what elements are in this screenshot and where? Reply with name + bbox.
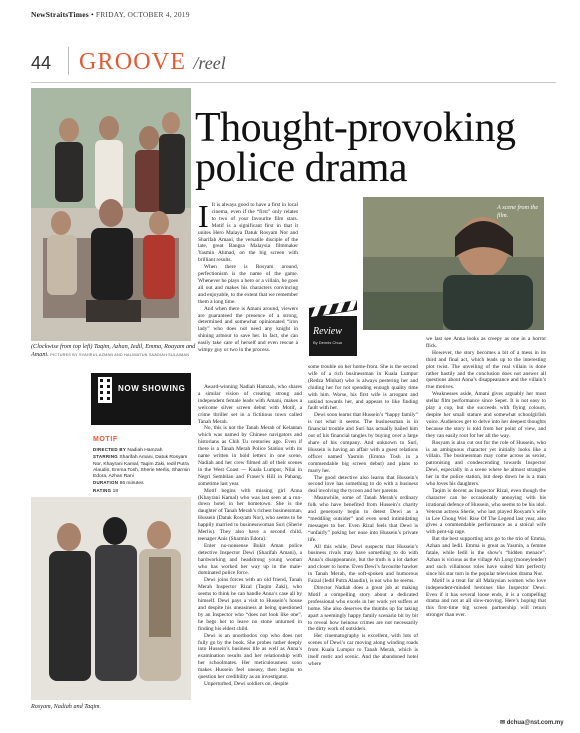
page-number: 44 bbox=[31, 53, 52, 73]
drop-cap: I bbox=[198, 198, 209, 234]
headline bbox=[195, 105, 535, 191]
cast-top-caption-text: (Clockwise from top left) Taqim, Azhan, Iedil, Emma, Roayam and Amani. bbox=[31, 343, 196, 358]
paragraph: some trouble on her home-front. She is the second wife of a rich businessman in Kuala Lumpur (Redza Minhat) who is always pestering her and chiding her for not spending enough quality time with him. Worse, his first wife is arrogant and unkind towards her, and appears to like finding fault with her. bbox=[308, 364, 418, 412]
paragraph: we last see Anna looks as creepy as one in a horror flick. bbox=[426, 336, 546, 349]
paragraph: When there is Rosyam around, perfectionism is the name of the game. Whenever he plays a hero or a villain, he goes all out and makes his characters convincing and enjoyable, to the extent that we remember them a long time. bbox=[198, 264, 298, 305]
film-credits bbox=[93, 447, 191, 495]
paragraph: Dewi joins forces with an old friend, Tanah Merah Inspector Rizal (Taqim Zaki), who seems to think he can handle Anna’s case all by himself. Dewi pays a visit to Hussein’s house and despite his uneasiness at being questioned by an Inspector who “does not look like one”, he begs her to leave no stone unturned in finding his eldest child. bbox=[198, 577, 302, 632]
credit-rating: RATING 18 bbox=[93, 487, 119, 494]
credit-duration: DURATION 86 minutes bbox=[93, 480, 144, 487]
paragraph: Enter no-nonsense Bukit Aman police detective Inspector Dewi (Sharifah Amani), a hardworking and headstrong young woman who has worked her way up in the male-dominated police force. bbox=[198, 542, 302, 577]
paragraph: And when there is Amani around, viewers are guaranteed the presence of a strong, determined and somewhat opinionated “iron lady” who does not need any knight in shining armour to save her. In fact, she can easily take care of herself and even rescue a wimpy guy or two in the process. bbox=[198, 305, 298, 354]
credit-starring: STARRING Sharifah Amani, Datuk Rosyam Nor, Khayrani Kamal, Taqim Zaki, Iedil Putra Alaudin, Emma Tosh, Sherie Merlis, Sharmin Edora, Azhan Rani bbox=[93, 454, 190, 480]
author-email[interactable] bbox=[500, 719, 564, 726]
paragraph: Meanwhile, some of Tanah Merah’s ordinary folk who have benefited from Hussein’s charity and generosity begin to detest Dewi as a “meddling outsider” and even send intimidating messages to her. Even Rizal feels that Dewi is “unfairly” poking her nose into Hussein’s private life. bbox=[308, 495, 418, 543]
review-byline: By Dennis Chua bbox=[313, 340, 342, 345]
section-subname: /reel bbox=[193, 53, 226, 73]
headline-line-1: Thought-provoking bbox=[195, 105, 516, 151]
article-column-2 bbox=[308, 364, 418, 668]
cast-photo-bottom-image bbox=[31, 497, 191, 700]
cast-photo-bottom bbox=[31, 497, 191, 700]
paragraph: Weaknesses aside, Amani gives arguably her most stellar film performance since Sepet. It is not easy to play a cop, but she succeeds with flying colours, despite her small stature and somewhat schoolgirlish voice. Audiences get to delve into her deepest thoughts because the story is told from her point of view, and they can easily root for her all the way. bbox=[426, 391, 546, 439]
cast-photo-top-image bbox=[31, 88, 191, 341]
section-divider bbox=[68, 47, 69, 75]
paragraph: Director Nadiah does a great job at making Motif a compelling story about a dedicated professional who excels in her work yet suffers at home. She also deserves the thumbs up for taking apart a seemingly happy family scenario bit by bit to reveal how heinous crimes are not necessarily the dirty work of outsiders. bbox=[308, 585, 418, 633]
newspaper-name: NewStraitsTimes bbox=[31, 10, 89, 19]
paragraph: Dewi soon learns that Hussein’s “happy family” is not what it seems. The businessman is in financial trouble and Suri has actually bailed him out of his financial tangles by buying over a large share of his company. And unknown to Suri, Hussein is having an affair with a guest relations officer named Yasmin (Emma Tosh in a commendable big screen debut) and plans to marry her. bbox=[308, 412, 418, 474]
paragraph: I It is always good to have a first in local cinema, even if the “first” only relates to two of your favourite film stars. Motif is a significant first in that it unites Hero Malaya Datuk Rosyam Nor and Sharifah Amani, the versatile disciple of the late, great Bangsa Malaysia filmmaker Yasmin Ahmad, on the big screen with brilliant results. bbox=[198, 198, 298, 264]
paragraph: Motif is a treat for all Malaysian women who love independent-minded heroines like Inspector Dewi. Even if it has several loose ends, it is a compelling drama and not at all slow-moving. Here’s hoping that this first-time big screen partnership will return stronger than ever. bbox=[426, 577, 546, 619]
paragraph: Unperturbed, Dewi soldiers on, despite bbox=[204, 680, 289, 687]
paragraph: All this while, Dewi suspects that Hussein’s business rivals may have something to do with Anna’s disappearance, but the truth is a lot darker and closer to home. Even Dewi’s favourite hawker in Tanah Merah, the soft-spoken and humorous Faizal (Iedil Putra Alaudin), is not who he seems. bbox=[308, 543, 418, 585]
paragraph: Motif begins with missing girl Anna (Khayrani Kamal) who was last seen at a run-down hotel in her hometown. She is the daughter of Tanah Merah’s richest businessman, Hussein (Datuk Rosyam Nor), who seems to be happily married to businesswoman Suri (Sherie Merlis). They also have a second child, teenager Anis (Sharmin Edora). bbox=[198, 487, 303, 542]
paragraph: However, the story becomes a bit of a mess in its third and final act, which leads up to the interesting plot twist. The unveiling of the real villain is done rather hastily and the conclusion does not answer all questions about Anna’s disappearance and the villain’s true motives. bbox=[426, 349, 546, 391]
mail-icon: ✉ bbox=[500, 720, 506, 726]
paragraph: Her cinematography is excellent, with lots of scenes of Dewi’s car moving along winding roads from Kuala Lumpur to Tanah Merah, which is itself rustic and scenic. And the abandoned hotel where bbox=[308, 633, 418, 667]
paragraph: Dewi is an unorthodox cop who does not fully go by the book. She probes rather deeply into Hussein’s business life as well as Anna’s examination results and her relationship with her schoolmates. Her meticulousness soon makes Hussein feel uneasy, then begins to question her credibility as an investigator. bbox=[198, 632, 302, 681]
section-title bbox=[79, 49, 226, 76]
cast-photo-top bbox=[31, 88, 191, 341]
paragraph: The good detective also learns that Hussein’s second love has something to do with a business deal involving the tycoon and her parents. bbox=[308, 474, 418, 495]
review-label: Review bbox=[313, 326, 342, 337]
credit-director: DIRECTED BY Nadiah Hamzah bbox=[93, 447, 163, 453]
article-column-3 bbox=[426, 336, 546, 619]
paragraph: But the best supporting acts go to the trio of Emma, Azhan and Iedil. Emma is great as Yasmin, a femme fatale, while Iedil is the show’s “hidden menace”. Azhan is vicious as the village Ah Long (moneylender) and such villainous roles have suited him perfectly since his star turn in the popular television drama Nur. bbox=[426, 536, 546, 577]
masthead bbox=[31, 10, 190, 19]
section-name: GROOVE bbox=[79, 49, 187, 75]
author-email-text: dchua@nst.com.my bbox=[506, 720, 564, 726]
paragraph: Taqim is decent as Inspector Rizal, even though the character can be occasionally annoying with his irrational defence of Hussein, who seems to be his idol. Veteran actress Sherie, who last played Rosyam’s wife in Lee Chong Wei: Rise Of The Legend last year, also gives a commendable performance as a stoical wife with pent-up rage. bbox=[426, 487, 546, 536]
article-column-1-top bbox=[198, 198, 298, 354]
now-showing-title: NOW SHOWING bbox=[118, 384, 186, 393]
article-column-1 bbox=[198, 384, 302, 688]
cast-photo-bottom-caption: Rosyam, Nadiah and Taqim. bbox=[31, 703, 102, 710]
issue-date: FRIDAY, OCTOBER 4, 2019 bbox=[95, 10, 190, 19]
paragraph: Rosyam is also cut out for the role of Hussein, who is an ambiguous character yet initially looks like a villain. The businessman may come across as sexist, patronising and condescending towards Inspector Dewi, especially in a scene where he almost strangles her in the police station, but deep down he is a man who loves his daughters. bbox=[426, 439, 546, 488]
paragraph: Award-winning Nadiah Hamzah, who shares a similar vision of creating strong and independent female leads with Amani, makes a welcome silver screen debut with Motif, a crime thriller set in a fictitious town called Tanah Merah. bbox=[198, 384, 302, 425]
headline-line-2: police drama bbox=[195, 145, 408, 191]
film-title: MOTIF bbox=[93, 436, 118, 443]
paragraph: No, this is not the Tanah Merah of Kelantan which was named by Chinese navigators and historians as Chih Tu centuries ago. Even if there is a Tanah Merah Police Station with its name written in bold letters in one scene, Nadiah and her crew filmed all of their scenes in the West Coast — Kuala Lumpur, Nilai in Negri Sembilan and Fraser’s Hill in Pahang, sometime last year. bbox=[198, 425, 302, 487]
header-rule bbox=[31, 82, 556, 83]
film-strip-icon bbox=[96, 377, 114, 403]
film-still-caption: A scene from the film. bbox=[497, 204, 539, 219]
photo-credit: PICTURES BY SYAHRUL AZMAN AND HALIMATUN SAADIAH SULAIMAN bbox=[50, 352, 190, 357]
masthead-separator: • bbox=[90, 10, 96, 19]
review-badge bbox=[307, 298, 359, 360]
cast-photo-top-caption bbox=[31, 343, 199, 359]
